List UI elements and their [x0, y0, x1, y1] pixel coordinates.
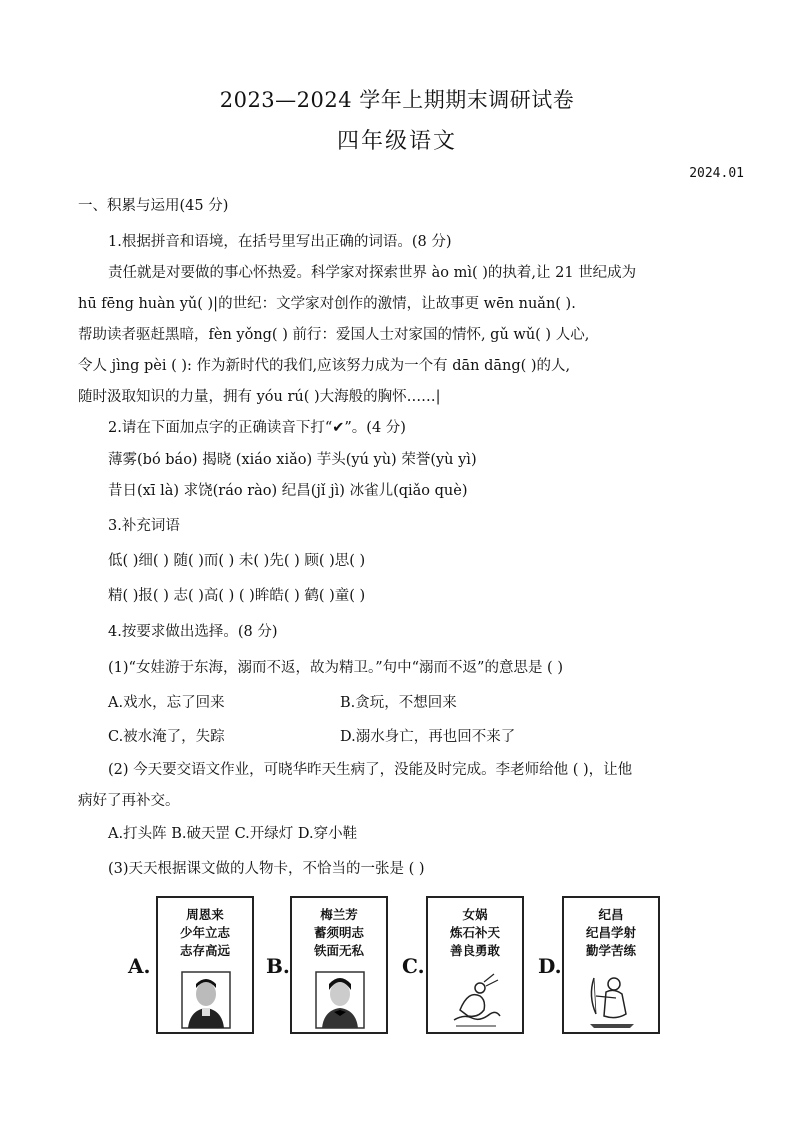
- card-name: 梅兰芳: [320, 907, 358, 922]
- card-letter: C.: [402, 954, 425, 978]
- character-card-b: [290, 896, 388, 1034]
- character-card-c: [426, 896, 524, 1034]
- question-2-row: 昔日(xī là) 求饶(ráo rào) 纪昌(jǐ jì) 冰雀儿(qiǎo què): [108, 483, 468, 499]
- exam-title: 2023—2024 学年上期期末调研试卷: [219, 88, 575, 112]
- character-card-d: [562, 896, 660, 1034]
- card-line: 纪昌学射: [585, 925, 636, 940]
- option-c: C.被水淹了，失踪: [108, 729, 225, 745]
- question-4-1: (1)“女娃游于东海，溺而不返，故为精卫。”句中“溺而不返”的意思是 ( ): [108, 660, 563, 676]
- character-cards: [128, 896, 688, 1036]
- question-4-2-options: A.打头阵 B.破天罡 C.开绿灯 D.穿小鞋: [108, 826, 358, 842]
- question-3-prompt: 3.补充词语: [108, 518, 180, 534]
- archer-illustration-icon: [586, 970, 638, 1030]
- question-1-line: 责任就是对要做的事心怀热爱。科学家对探索世界 ào mì( )的执着,让 21 世纪成为: [108, 265, 637, 281]
- card-name: 周恩来: [186, 907, 224, 922]
- question-2-prompt: 2.请在下面加点字的正确读音下打“✔”。(4 分): [108, 420, 406, 436]
- question-3-row: 低( )细( ) 随( )而( ) 未( )先( ) 顾( )思( ): [108, 553, 366, 569]
- portrait-icon: [314, 970, 366, 1030]
- goddess-illustration-icon: [450, 970, 502, 1030]
- question-3-row: 精( )报( ) 志( )高( ) ( )眸皓( ) 鹤( )童( ): [108, 588, 366, 604]
- card-line: 善良勇敢: [449, 943, 500, 958]
- card-letter: B.: [266, 954, 290, 978]
- exam-date: 2024.01: [689, 166, 744, 181]
- card-line: 铁面无私: [313, 943, 364, 958]
- question-1-line: 帮助读者驱赶黑暗，fèn yǒng( ) 前行：爱国人士对家国的情怀, gǔ wǔ( ) 人心,: [78, 327, 590, 343]
- card-letter: A.: [128, 954, 151, 978]
- question-2-row: 薄雾(bó báo) 揭晓 (xiáo xiǎo) 芋头(yú yù) 荣誉(yù yì): [108, 452, 477, 468]
- question-4-2-cont: 病好了再补交。: [78, 793, 180, 809]
- question-1-line: 令人 jìng pèi ( ): 作为新时代的我们,应该努力成为一个有 dān dāng( )的人,: [78, 358, 571, 374]
- exam-subtitle: 四年级语文: [336, 129, 457, 154]
- card-line: 少年立志: [179, 925, 230, 940]
- card-letter: D.: [538, 954, 562, 978]
- card-line: 志存高远: [179, 943, 230, 958]
- question-4-prompt: 4.按要求做出选择。(8 分): [108, 624, 278, 640]
- card-name: 纪昌: [598, 907, 624, 922]
- question-4-3: (3)天天根据课文做的人物卡，不恰当的一张是 ( ): [108, 861, 425, 877]
- card-name: 女娲: [462, 907, 488, 922]
- character-card-a: [156, 896, 254, 1034]
- option-a: A.戏水，忘了回来: [108, 695, 225, 711]
- card-line: 蓄须明志: [313, 925, 364, 940]
- section-heading: 一、积累与运用(45 分): [78, 198, 229, 214]
- option-b: B.贪玩，不想回来: [340, 695, 457, 711]
- card-line: 勤学苦练: [585, 943, 636, 958]
- portrait-icon: [180, 970, 232, 1030]
- question-4-2: (2) 今天要交语文作业，可晓华昨天生病了，没能及时完成。李老师给他 ( )，让他: [108, 762, 633, 778]
- question-1-line: 随时汲取知识的力量，拥有 yóu rú( )大海般的胸怀……|: [78, 389, 441, 405]
- option-d: D.溺水身亡，再也回不来了: [340, 729, 516, 745]
- question-1-line: hū fēng huàn yǔ( )|的世纪：文学家对创作的激情，让故事更 wēn nuǎn( ).: [78, 296, 576, 312]
- card-line: 炼石补天: [449, 925, 500, 940]
- question-1-prompt: 1.根据拼音和语境，在括号里写出正确的词语。(8 分): [108, 234, 452, 250]
